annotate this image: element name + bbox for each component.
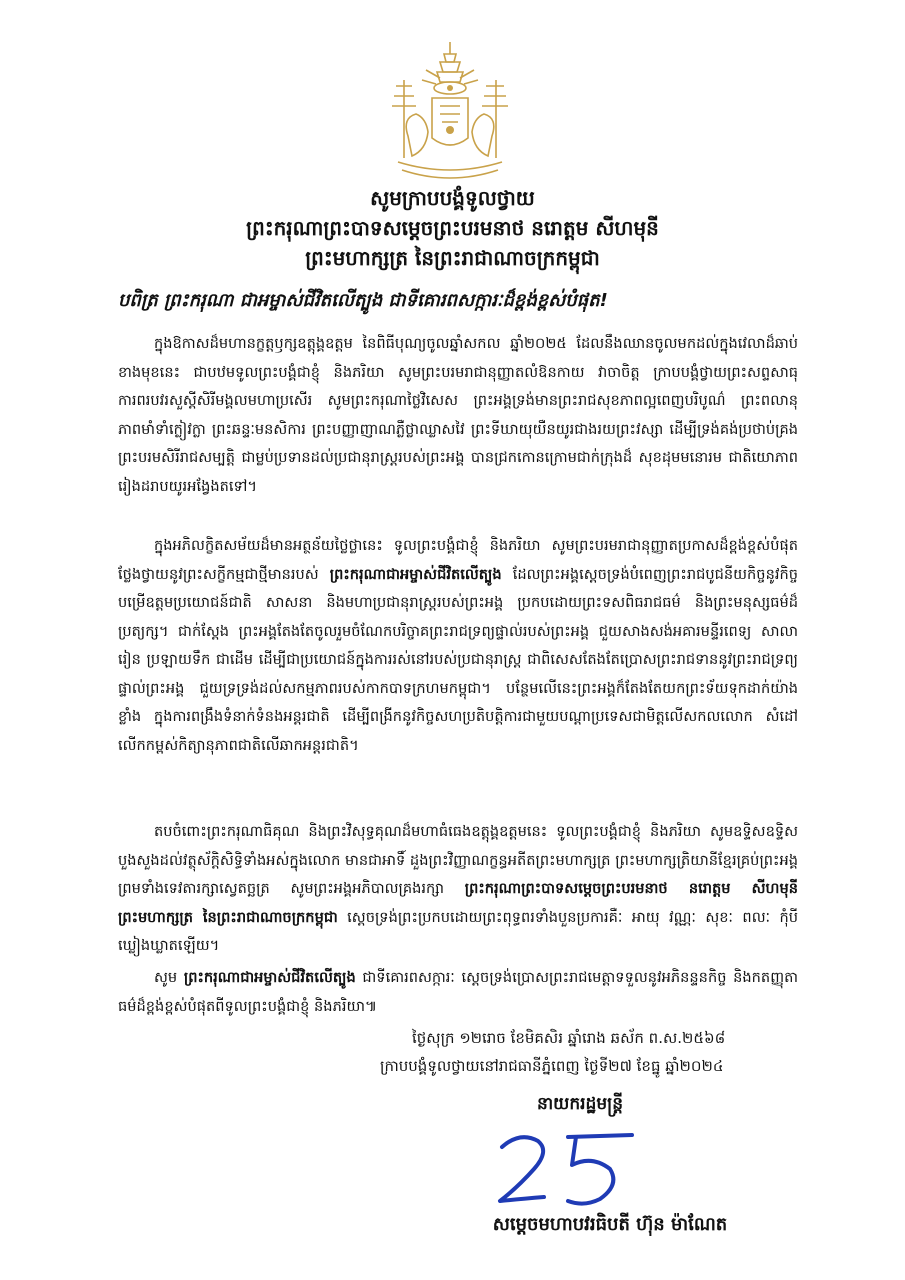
signer-title: នាយករដ្ឋមន្ត្រី xyxy=(537,1094,623,1114)
handwritten-signature xyxy=(480,1125,650,1215)
heading-line-2: ព្រះករុណាព្រះបាទសម្តេចព្រះបរមនាថ នរោត្តម សីហមុនី xyxy=(246,216,659,240)
paragraph-3-bold: ព្រះករុណាព្រះបាទសម្តេចព្រះបរមនាថ នរោត្តម សីហមុនី ព្រះមហាក្សត្រ នៃព្រះរាជាណាចក្រកម្ពុជា xyxy=(118,880,798,926)
paragraph-1: ក្នុងឱកាសដ៏មហានក្ខត្តឫក្សឧត្តុង្គឧត្តម នៃពិធីបុណ្យចូលឆ្នាំសកល ឆ្នាំ២០២៥ ដែលនឹងឈានចូលមកដល់ក្នុងវេលាដ៏ឆាប់ខាងមុខនេះ ជាបឋមទូលព្រះបង្គំជាខ្ញុំ និងភរិយា សូមព្រះបរមរាជានុញ្ញាតលំឱនកាយ វាចាចិត្ត ក្រាបបង្គំថ្វាយព្រះសព្ទសាធុការពរបវរសួស្តីសិរីមង្គលមហាប្រសើរ សូមព្រះករុណាថ្លៃវិសេស ព្រះអង្គទ្រង់មានព្រះរាជសុខភាពល្អពេញបរិបូណ៌ ព្រះពលានុភាពមាំទាំក្លៀវក្លា ព្រះឆន្ទៈមនសិការ ព្រះបញ្ញាញាណភ្លឺថ្លាឈ្លាសវៃ ព្រះទីឃាយុយឺនយូរជាងរយព្រះវស្សា ដើម្បីទ្រង់គង់ប្រថាប់គ្រងព្រះបរមសិរីរាជសម្បត្តិ ជាម្លប់ប្រទានដល់ប្រជានុរាស្ត្ររបស់ព្រះអង្គ បានជ្រកកោនក្រោមជាក់ក្រុងដ៏ សុខដុមមនោរម ជាតិយោភាពរៀងដរាបយូរអង្វែងតទៅ។ xyxy=(118,335,798,495)
paragraph-2 xyxy=(118,532,798,760)
paragraph-4-text-b: ជាទីគោរពសក្ការៈ ស្តេចទ្រង់ប្រោសព្រះរាជមេត្តាទទួលនូវអភិនន្ទនកិច្ច និងកតញ្ញុតាធម៌ដ៏ខ្ពង់ខ្ពស់បំផុតពីទូលព្រះបង្គំជាខ្ញុំ និងភរិយា៕ xyxy=(118,969,798,1015)
paragraph-4-text-a: សូម xyxy=(154,969,184,986)
heading-line-3: ព្រះមហាក្សត្រ នៃព្រះរាជាណាចក្រកម្ពុជា xyxy=(305,246,600,270)
paragraph-4 xyxy=(118,964,798,1021)
solar-date-place: ក្រាបបង្គំទូលថ្វាយនៅរាជធានីភ្នំពេញ ថ្ងៃទី២៧ ខែធ្នូ ឆ្នាំ២០២៤ xyxy=(380,1057,724,1075)
paragraph-2-text-a: ក្នុងអភិលក្ខិតសម័យដ៏មានអត្ថន័យថ្លៃថ្លានេះ ទូលព្រះបង្គំជាខ្ញុំ និងភរិយា សូមព្រះបរមរាជានុញ្ញាតប្រកាសដ៏ខ្ពង់ខ្ពស់បំផុត ថ្លែងថ្វាយនូវព្រះសក្ខីកម្មជាថ្មីមានរបស់ xyxy=(118,537,798,583)
heading-line-1: សូមក្រាបបង្គំទូលថ្វាយ xyxy=(370,186,535,210)
salutation: បពិត្រ ព្រះករុណា ជាអម្ចាស់ជីវិតលើត្បូង ជាទីគោរពសក្ការៈដ៏ខ្ពង់ខ្ពស់បំផុត! xyxy=(118,290,608,311)
royal-coat-of-arms-icon xyxy=(382,40,518,190)
paragraph-3 xyxy=(118,818,798,961)
paragraph-3-text-b: ស្តេចទ្រង់ព្រះប្រកបដោយព្រះពុទ្ធពរទាំងបួនប្រការគឺៈ អាយុ វណ្ណៈ សុខៈ ពលៈ កុំបីឃ្លៀងឃ្លាតឡើយ។ xyxy=(118,908,799,954)
lunar-date: ថ្ងៃសុក្រ ១២រោច ខែមិគសិរ ឆ្នាំរោង ឆស័ក ព.ស.២៥៦៨ xyxy=(412,1029,726,1047)
paragraph-2-bold: ព្រះករុណាជាអម្ចាស់ជីវិតលើត្បូង xyxy=(329,565,502,583)
signer-name: សម្តេចមហាបវរធិបតី ហ៊ុន ម៉ាណែត xyxy=(492,1214,728,1235)
paragraph-3-text-a: តបចំពោះព្រះករុណាធិគុណ និងព្រះវិសុទ្ធគុណដ៏មហាធំធេងឧត្តុង្គឧត្តមនេះ ទូលព្រះបង្គំជាខ្ញុំ និងភរិយា សូមឧទ្ទិសឧទ្ទិសបួងសួងដល់វត្ថុស័ក្តិសិទ្ធិទាំងអស់ក្នុងលោក មានជាអាទិ៍ ដួងព្រះវិញ្ញាណក្ខន្ធអតីតព្រះមហាក្សត្រ ព្រះមហាក្សត្រិយានីខ្មែរគ្រប់ព្រះអង្គ ព្រមទាំងទេវតារក្សាស្វេតច្ឆត្រ សូមព្រះអង្គអភិបាលគ្រងរក្សា xyxy=(118,823,798,897)
paragraph-2-text-b: ដែលព្រះអង្គស្តេចទ្រង់បំពេញព្រះរាជបូជនីយកិច្ចនូវកិច្ចបម្រើឧត្តមប្រយោជន៍ជាតិ សាសនា និងមហាប្រជានុរាស្ត្ររបស់ព្រះអង្គ ប្រកបដោយព្រះទសពិធរាជធម៌ និងព្រះមនុស្សធម៌ដ៏ប្រត្យក្ស។ ជាក់ស្តែង ព្រះអង្គតែងតែចូលរួមចំណែកបរិច្ចាគព្រះរាជទ្រព្យផ្ទាល់របស់ព្រះអង្គ ជួយសាងសង់អគារមន្ទីរពេទ្យ សាលារៀន ប្រឡាយទឹក ជាដើម ដើម្បីជាប្រយោជន៍ក្នុងការរស់នៅរបស់ប្រជានុរាស្ត្រ ជាពិសេសតែងតែប្រោសព្រះរាជទាននូវព្រះរាជទ្រព្យផ្ទាល់ព្រះអង្គ ជួយទ្រទ្រង់ដល់សកម្មភាពរបស់កាកបាទក្រហមកម្ពុជា។ បន្ថែមលើនេះព្រះអង្គក៏តែងតែយកព្រះទ័យទុកដាក់យ៉ាងខ្លាំង ក្នុងការពង្រឹងទំនាក់ទំនងអន្តរជាតិ ដើម្បីពង្រីកនូវកិច្ចសហប្រតិបត្តិការជាមួយបណ្តាប្រទេសជាមិត្តលើសកលលោក សំដៅលើកកម្ពស់កិត្យានុភាពជាតិលើឆាកអន្តរជាតិ។ xyxy=(118,565,798,754)
paragraph-4-bold: ព្រះករុណាជាអម្ចាស់ជីវិតលើត្បូង xyxy=(183,969,356,986)
